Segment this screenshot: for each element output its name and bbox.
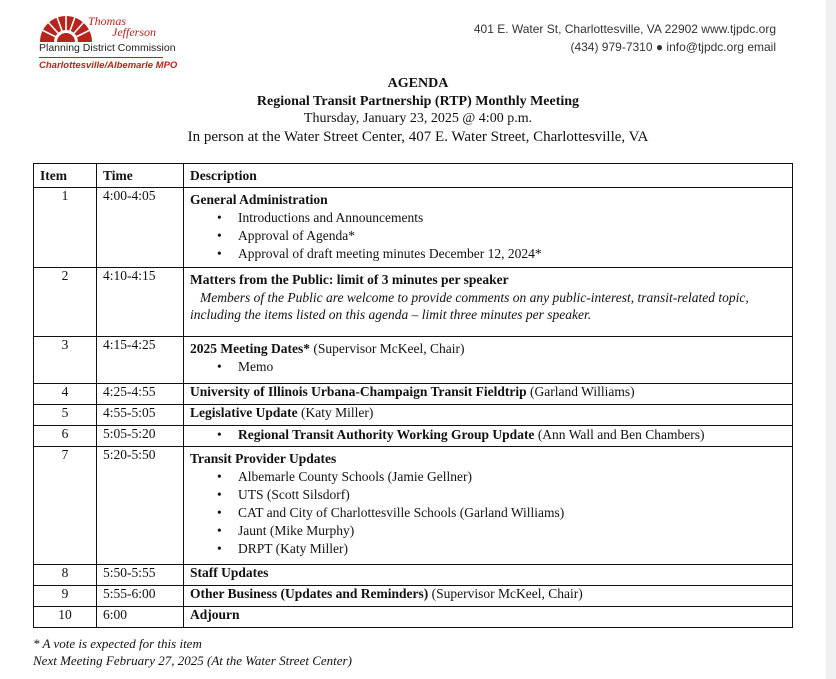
bullet-list	[190, 468, 786, 558]
public-comment-note: Members of the Public are welcome to provide comments on any public-interest, transit-related topic, including the items listed on this agenda – limit three minutes per speaker.	[190, 290, 749, 322]
item-presenter: (Supervisor McKeel, Chair)	[428, 586, 583, 601]
memo-link[interactable]: • Memo	[238, 358, 786, 376]
item-time: 5:55-6:00	[97, 586, 184, 607]
table-row	[34, 447, 793, 565]
item-description	[184, 426, 793, 447]
item-time: 5:20-5:50	[97, 447, 184, 565]
agenda-table	[33, 163, 793, 628]
table-row	[34, 607, 793, 628]
contact-phone-email: (434) 979-7310 ● info@tjpdc.org email	[570, 40, 776, 54]
table-row	[34, 188, 793, 268]
table-row	[34, 426, 793, 447]
tjpdc-logo	[38, 14, 178, 76]
item-number: 3	[34, 337, 97, 384]
table-row	[34, 586, 793, 607]
logo-name-thomas: Thomas	[88, 14, 127, 28]
item-number: 8	[34, 565, 97, 586]
item-title: Transit Provider Updates	[190, 451, 337, 466]
item-presenter: (Supervisor McKeel, Chair)	[309, 341, 465, 356]
list-item	[238, 426, 786, 444]
item-time: 4:25-4:55	[97, 384, 184, 405]
item-number: 10	[34, 607, 97, 628]
item-time: 4:55-5:05	[97, 405, 184, 426]
item-description	[184, 405, 793, 426]
item-time: 5:50-5:55	[97, 565, 184, 586]
item-description	[184, 268, 793, 337]
item-description	[184, 565, 793, 586]
table-row	[34, 268, 793, 337]
col-header-description: Description	[184, 164, 793, 188]
item-title: General Administration	[190, 192, 328, 207]
table-row	[34, 565, 793, 586]
list-item: • Albemarle County Schools (Jamie Gellner)	[238, 468, 786, 486]
item-title: Matters from the Public: limit of 3 minutes per speaker	[190, 272, 509, 287]
item-title: Other Business (Updates and Reminders)	[190, 586, 429, 601]
item-number: 4	[34, 384, 97, 405]
table-row	[34, 337, 793, 384]
item-description	[184, 337, 793, 384]
item-presenter: (Ann Wall and Ben Chambers)	[534, 427, 705, 442]
item-title: Legislative Update	[190, 405, 298, 420]
list-item: • UTS (Scott Silsdorf)	[238, 486, 786, 504]
meeting-title: Regional Transit Partnership (RTP) Monthly Meeting	[256, 94, 580, 109]
table-header-row	[34, 164, 793, 188]
item-description	[184, 607, 793, 628]
item-title: University of Illinois Urbana-Champaign Transit Fieldtrip	[190, 384, 527, 399]
item-title: Regional Transit Authority Working Group Update	[238, 427, 535, 442]
list-item: • Approval of draft meeting minutes December 12, 2024*	[238, 245, 786, 263]
logo-mpo: Charlottesville/Albemarle MPO	[39, 60, 178, 71]
bullet-list	[190, 209, 786, 263]
list-item: • Approval of Agenda*	[238, 227, 786, 245]
item-time: 6:00	[97, 607, 184, 628]
item-number: 6	[34, 426, 97, 447]
list-item: • Jaunt (Mike Murphy)	[238, 522, 786, 540]
item-time: 4:00-4:05	[97, 188, 184, 268]
logo-org-name: Planning District Commission	[39, 42, 176, 54]
agenda-heading: AGENDA	[387, 76, 449, 91]
item-time: 4:15-4:25	[97, 337, 184, 384]
col-header-time: Time	[97, 164, 184, 188]
contact-block	[474, 20, 776, 56]
item-description	[184, 188, 793, 268]
item-description	[184, 447, 793, 565]
table-row	[34, 405, 793, 426]
item-number: 1	[34, 188, 97, 268]
logo-name-jefferson: Jefferson	[112, 25, 156, 39]
bullet-list	[190, 426, 786, 444]
item-title: 2025 Meeting Dates*	[190, 341, 310, 356]
item-description	[184, 586, 793, 607]
list-item: • DRPT (Katy Miller)	[238, 540, 786, 558]
item-presenter: (Garland Williams)	[526, 384, 635, 399]
item-time: 5:05-5:20	[97, 426, 184, 447]
col-header-item: Item	[34, 164, 97, 188]
item-time: 4:10-4:15	[97, 268, 184, 337]
logo-divider	[39, 57, 163, 58]
item-number: 9	[34, 586, 97, 607]
list-item: • Introductions and Announcements	[238, 209, 786, 227]
meeting-location: In person at the Water Street Center, 407 E. Water Street, Charlottesville, VA	[187, 129, 649, 145]
item-description	[184, 384, 793, 405]
list-item: • CAT and City of Charlottesville Schools (Garland Williams)	[238, 504, 786, 522]
next-meeting-note: Next Meeting February 27, 2025 (At the Water Street Center)	[33, 653, 352, 668]
item-number: 5	[34, 405, 97, 426]
contact-address: 401 E. Water St, Charlottesville, VA 22902 www.tjpdc.org	[473, 22, 776, 36]
meeting-datetime: Thursday, January 23, 2025 @ 4:00 p.m.	[303, 111, 533, 126]
item-presenter: (Katy Miller)	[297, 405, 374, 420]
vote-footnote: * A vote is expected for this item	[33, 636, 202, 651]
table-row	[34, 384, 793, 405]
item-number: 2	[34, 268, 97, 337]
bullet-list	[190, 358, 786, 376]
item-title: Staff Updates	[190, 565, 269, 580]
item-title: Adjourn	[190, 607, 240, 622]
item-number: 7	[34, 447, 97, 565]
